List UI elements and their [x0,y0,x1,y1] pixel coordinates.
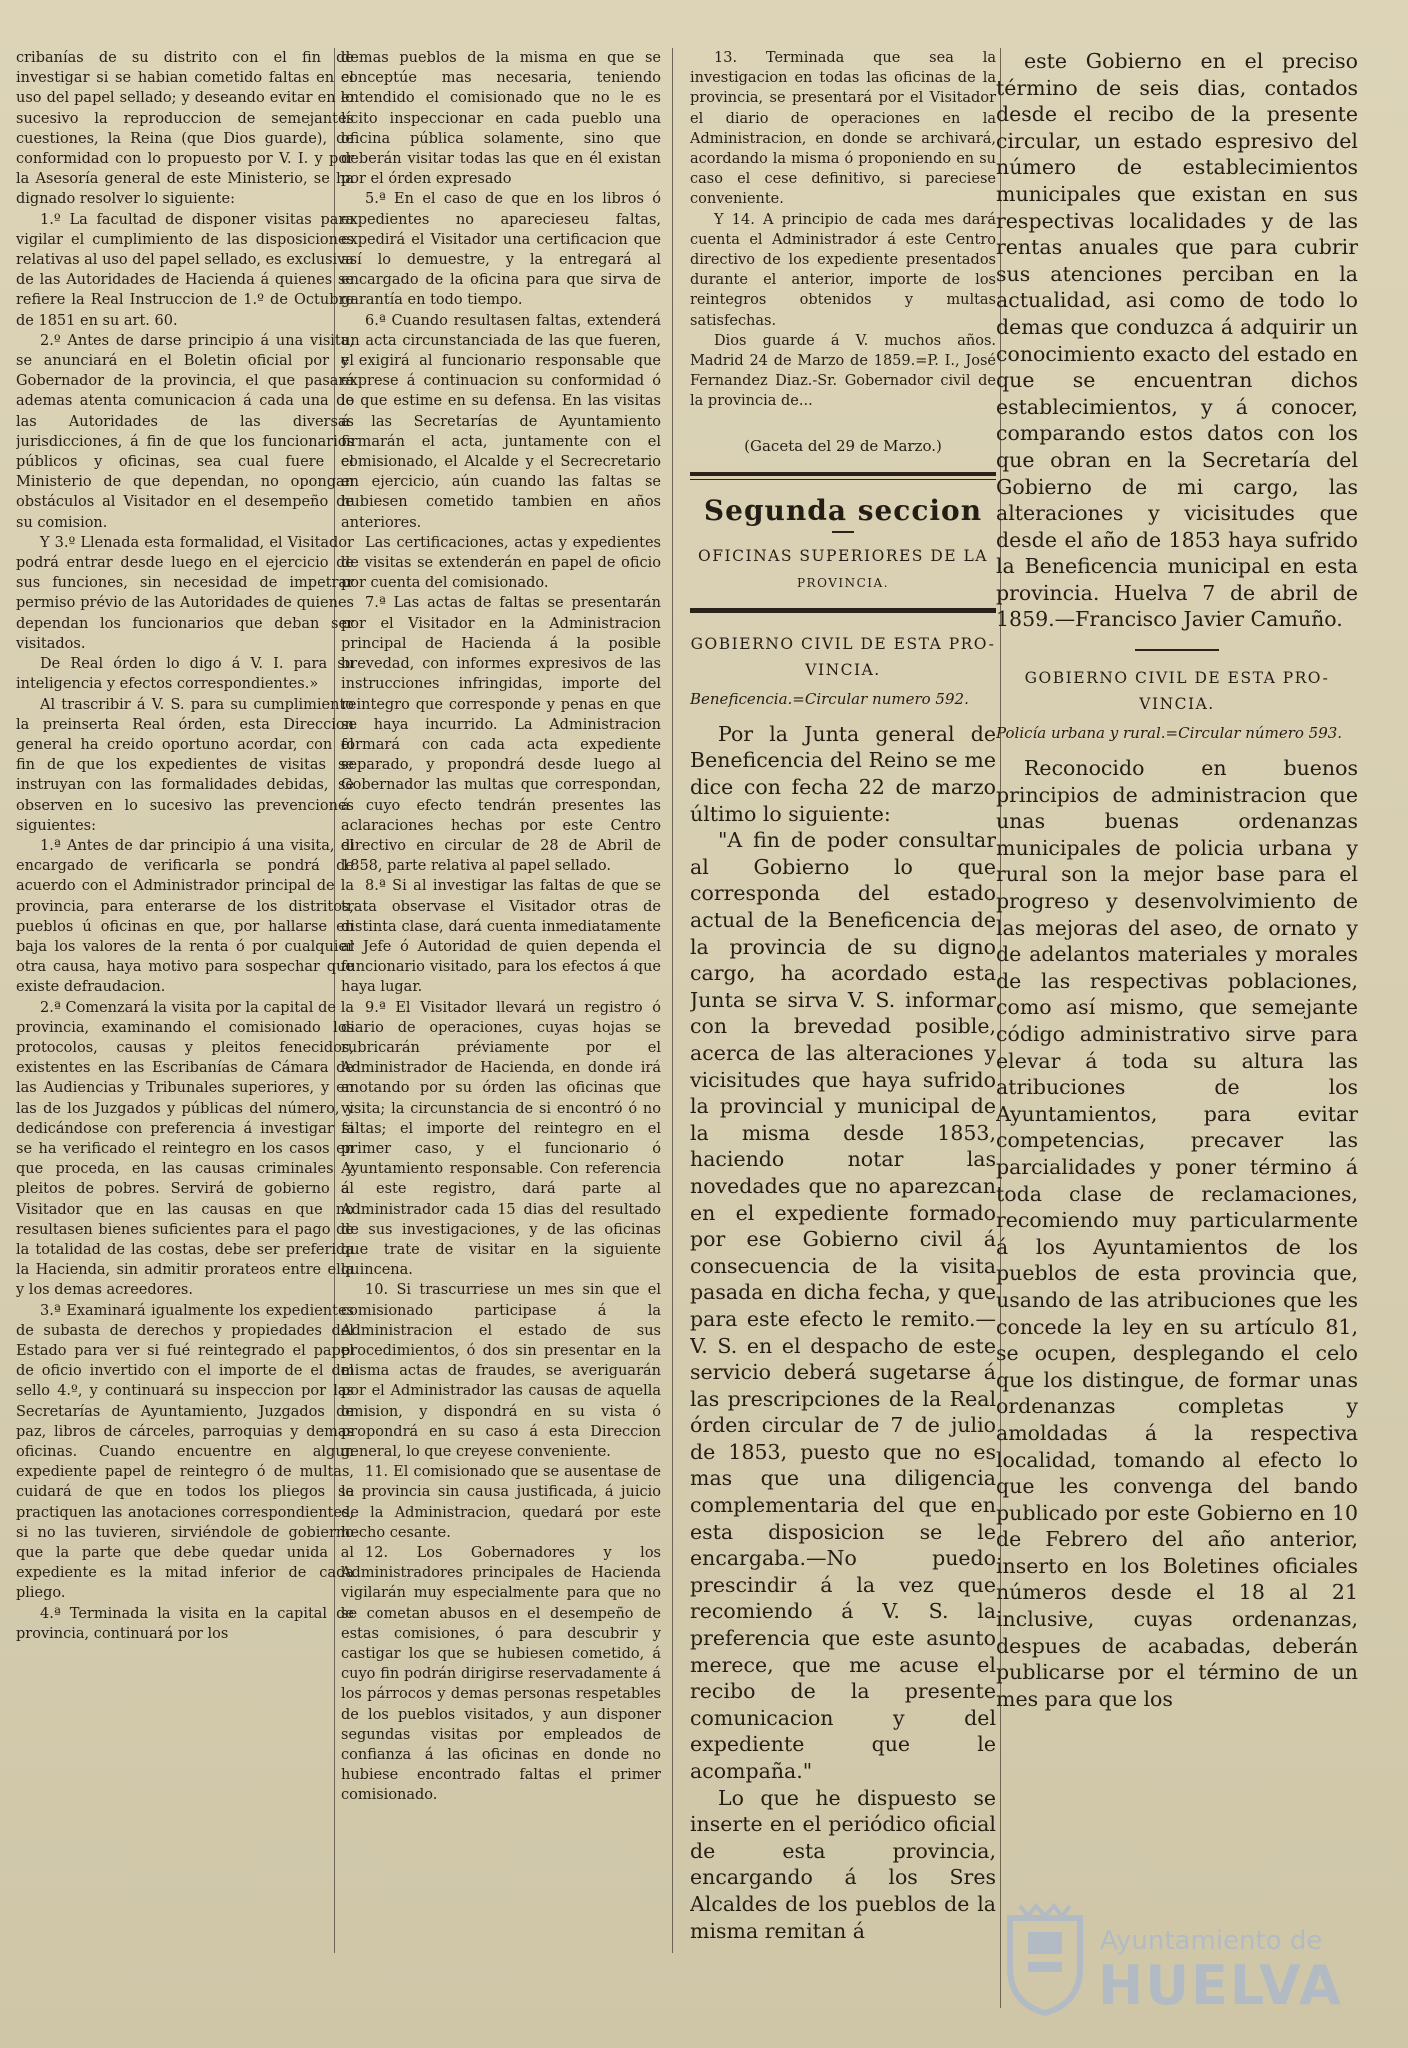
title-dash [832,531,854,533]
offices-heading-line2: PROVINCIA. [796,575,890,590]
paragraph: Reconocido en buenos principios de administracion que unas buenas ordenanzas municipales de policia urbana y rural son la mejor base para el progreso y desenvolvimiento de las mejoras del aseo, de ornato y de adelantos materiales y morales de las respectivas poblaciones, como así mismo, que semejante código administrativo sirve para elevar á toda su altura las atribuciones de los Ayuntamientos, para evitar competencias, precaver las parcialidades y poner término á toda clase de reclamaciones, recomiendo muy particularmente á los Ayuntamientos de los pueblos de esta provincia que, usando de las atribuciones que les concede la ley en su artículo 81, se ocupen, desplegando el celo que los distingue, de formar unas ordenanzas completas y amoldadas á la respectiva localidad, tomando al efecto lo que les convenga del bando publicado por este Gobierno en 10 de Febrero del año anterior, inserto en los Boletines oficiales números desde el 18 al 21 inclusive, cuyas ordenanzas, despues de acabadas, deberán publicarse por el término de un mes para que los [996,756,1358,1711]
paragraph: este Gobierno en el preciso término de seis dias, contados desde el recibo de la presente circular, un estado espresivo del número de establecimientos municipales que existan en sus respectivas localidades y de las rentas anuales que para cubrir sus atenciones perciban en la actualidad, asi como de todo lo demas que conduzca á adquirir un conocimiento exacto del estado en que se encuentran dichos establecimientos, y á conocer, comparando estos datos con los que obran en la Secretaría del Gobierno de mi cargo, las alteraciones y vicisitudes que desde el año de 1853 haya sufrido la Beneficencia municipal en esta provincia. Huelva 7 de abril de 1859.—Francisco Javier Camuño. [996,49,1358,632]
paragraph: 2.º Antes de darse principio á una visita, se anunciará en el Boletin oficial por el Gobernador de la provincia, el que pasará ademas atenta comunicacion á cada una de las Autoridades de las diversas jurisdicciones, á fin de que los funcionarios públicos y oficinas, sea cual fuere el Ministerio de que dependan, no opongan obstáculos al Visitador en el desempeño de su comision. [16,332,354,531]
paragraph: Dios guarde á V. muchos años. Madrid 24 de Marzo de 1859.=P. I., José Fernandez Diaz.-Sr. Gobernador civil de la provincia de... [690,332,996,410]
paragraph: 9.ª El Visitador llevará un registro ó diario de operaciones, cuyas hojas se rubricarán préviamente por el Administrador de Hacienda, en donde irá anotando por su órden las oficinas que visita; la circunstancia de si encontró ó no faltas; el importe del reintegro en el primer caso, y el funcionario ó Ayuntamiento responsable. Con referencia á este registro, dará parte al Administrador cada 15 dias del resultado de sus investigaciones, y de las oficinas que trate de visitar en la siguiente quincena. [341,999,661,1279]
gov-heading [690,631,996,683]
paragraph: 5.ª En el caso de que en los libros ó expedientes no aparecieseu faltas, expedirá el Visitador una certificacion que así lo demuestre, y la entregará al encargado de la oficina para que sirva de garantía en todo tiempo. [341,191,661,309]
gov-heading [996,665,1358,717]
paragraph: 11. El comisionado que se ausentase de la provincia sin causa justificada, á juicio de la Administracion, quedará por este hecho cesante. [341,1464,661,1541]
column-3 [690,48,996,2038]
paragraph: 6.ª Cuando resultasen faltas, extenderá un acta circunstanciada de las que fueren, y exigirá al funcionario responsable que exprese á continuacion su conformidad ó lo que estime en su defensa. En las visitas á las Secretarías de Ayuntamiento firmarán el acta, juntamente con el comisionado, el Alcalde y el Secrecretario en ejercicio, aún cuando las faltas se hubiesen cometido tambien en años anteriores. [341,312,661,531]
paragraph: 2.ª Comenzará la visita por la capital de la provincia, examinando el comisionado los protocolos, causas y pleitos fenecidos, existentes en las Escribanías de Cámara de las Audiencias y Tribunales superiores, y en las de los Juzgados y públicas del número, y dedicándose con preferencia á investigar si se ha verificado el reintegro en los casos en que proceda, en las causas criminales y pleitos de pobres. Servirá de gobierno al Visitador que en las causas en que no resultasen bienes suficientes para el pago de la totalidad de las costas, debe ser preferida la Hacienda, sin admitir prorateos entre ella y los demas acreedores. [16,999,354,1299]
gov-heading-line2: VINCIA. [1139,695,1215,714]
paragraph: Y 3.º Llenada esta formalidad, el Visitador podrá entrar desde luego en el ejercicio de sus funciones, sin necesidad de impetrar permiso prévio de las Autoridades de quienes dependan los funcionarios que deban ser visitados. [16,534,354,652]
gov-heading-line1: GOBIERNO CIVIL DE ESTA PRO- [1024,669,1330,688]
paragraph: Al trascribir á V. S. para su cumplimiento la preinserta Real órden, esta Direccion general ha creido oportuno acordar, con el fin de que los expedientes de visitas se instruyan con las formalidades debidas, se observen en lo sucesivo las prevenciones siguientes: [16,696,354,834]
column-rule [672,48,673,1953]
gaceta-citation: (Gaceta del 29 de Marzo.) [744,436,942,455]
gov-heading-line2: VINCIA. [805,660,881,679]
watermark-line2: HUELVA [1098,1954,1343,2017]
paragraph: cribanías de su distrito con el fin de investigar si se habian cometido faltas en el uso del papel sellado; y deseando evitar en lo sucesivo la reproduccion de semejantes cuestiones, la Reina (que Dios guarde), de conformidad con lo propuesto por V. I. y por la Asesoría general de este Ministerio, se ha dignado resolver lo siguiente: [16,50,354,208]
column-2 [341,48,661,1943]
paragraph: 1.ª Antes de dar principio á una visita, el encargado de verificarla se pondrá de acuerdo con el Administrador principal de la provincia, para enterarse de los distritos, pueblos ú oficinas en que, por hallarse en baja los valores de la renta ó por cualquier otra causa, haya motivo para sospechar que existe defraudacion. [16,837,354,996]
offices-heading [690,543,996,596]
offices-heading-line1: OFICINAS SUPERIORES DE LA [698,546,988,565]
paragraph: De Real órden lo digo á V. I. para su inteligencia y efectos correspondientes.» [16,656,354,693]
watermark-line1: Ayuntamiento de [1100,1926,1323,1956]
paragraph: 1.º La facultad de disponer visitas para vigilar el cumplimiento de las disposiciones relativas al uso del papel sellado, es exclusiva de las Autoridades de Hacienda á quienes se refiere la Real Instruccion de 1.º de Octubre de 1851 en su art. 60. [16,211,354,329]
paragraph: demas pueblos de la misma en que se conceptúe mas necesaria, teniendo entendido el comisionado que no le es lícito inspeccionar en cada pueblo una oficina pública solamente, sino que deberán visitar todas las que en él existan por el órden expresado [341,50,661,188]
paragraph: Lo que he dispuesto se inserte en el periódico oficial de esta provincia, encargando á los Sres Alcaldes de los pueblos de la misma remitan á [690,1785,996,1943]
circular-title: Beneficencia.=Circular numero 592. [690,689,969,708]
paragraph: "A fin de poder consultar al Gobierno lo que corresponda del estado actual de la Beneficencia de la provincia de su digno cargo, ha acordado esta Junta se sirva V. S. informar con la brevedad posible, acerca de las alteraciones y vicisitudes que haya sufrido la provincial y municipal de la misma desde 1853, haciendo notar las novedades que no aparezcan en el expediente formado por ese Gobierno civil á consecuencia de la visita pasada en dicha fecha, y que para este efecto le remito.—V. S. en el despacho de este servicio deberá sugetarse á las prescripciones de la Real órden circular de 7 de julio de 1853, puesto que no es mas que una diligencia complementaria del que en esta disposicion se le encargaba.—No puedo prescindir á la vez que recomiendo á V. S. la preferencia que este asunto merece, que me acuse el recibo de la presente comunicacion y del expediente que le acompaña." [690,828,996,1784]
paragraph: 13. Terminada que sea la investigacion en todas las oficinas de la provincia, se presentará por el Visitador el diario de operaciones en la Administracion, en donde se archivará, acordando la misma ó proponiendo en su caso el cese definitivo, si pareciese conveniente. [690,50,996,208]
circular-title: Policía urbana y rural.=Circular número 593. [996,724,1343,743]
paragraph: Las certificaciones, actas y expedientes de visitas se extenderán en papel de oficio por cuenta del comisionado. [341,534,661,592]
gov-heading-line1: GOBIERNO CIVIL DE ESTA PRO- [690,634,996,653]
short-rule [1135,649,1219,651]
heading-rule [690,608,996,613]
ayuntamiento-watermark [990,1888,1343,2038]
paragraph: 10. Si trascurriese un mes sin que el comisionado participase á la Administracion el estado de sus procedimientos, ó dos sin presentar en la misma actas de fraudes, se averiguarán por el Administrador las causas de aquella omision, y dispondrá en su vista ó propondrá en su caso á esta Direccion general, lo que creyese conveniente. [341,1282,661,1461]
paragraph: Y 14. A principio de cada mes dará cuenta el Administrador á este Centro directivo de los expediente presentados durante el anterior, importe de los reintegros obtenidos y multas satisfechas. [690,211,996,329]
paragraph: 3.ª Examinará igualmente los expedientes de subasta de derechos y propiedades del Estado para ver si fué reintegrado el papel de oficio invertido con el importe de el del sello 4.º, y continuará su inspeccion por las Secretarías de Ayuntamiento, Juzgados de paz, libros de cárceles, parroquias y demas oficinas. Cuando encuentre en algun expediente papel de reintegro ó de multas, cuidará de que en todos los pliegos se practiquen las anotaciones correspondientes, si no las tuvieren, sirviéndole de gobierno que la parte que debe quedar unida al expediente es la mitad inferior de cada pliego. [16,1302,354,1602]
paragraph: 12. Los Gobernadores y los Administradores principales de Hacienda vigilarán muy especialmente para que no se cometan abusos en el desempeño de estas comisiones, ó para descubrir y castigar los que se hubiesen cometido, á cuyo fin podrán dirigirse reservadamente á los párrocos y demas personas respetables de los pueblos visitados, y aun disponer segundas visitas por empleados de confianza á las oficinas en donde no hubiese encontrado faltas el primer comisionado. [341,1545,661,1804]
column-1 [16,48,354,2038]
paragraph: 4.ª Terminada la visita en la capital de provincia, continuará por los [16,1605,354,1642]
paragraph: 8.ª Si al investigar las faltas de que se trata observase el Visitador otras de distinta clase, dará cuenta inmediatamente al Jefe ó Autoridad de quien dependa el funcionario visitado, para los efectos á que haya lugar. [341,878,661,996]
section-rule [690,472,996,480]
coat-of-arms-icon [1000,1898,1090,2018]
paragraph: Por la Junta general de Beneficencia del Reino se me dice con fecha 22 de marzo último lo siguiente: [690,721,996,826]
section-title: Segunda seccion [703,493,983,527]
column-4 [996,48,1358,2038]
paragraph: 7.ª Las actas de faltas se presentarán por el Visitador en la Administracion principal de Hacienda á la posible brevedad, con informes expresivos de las instrucciones infringidas, importe del reintegro que corresponde y penas en que se haya incurrido. La Administracion formará con cada acta expediente separado, y propondrá desde luego al Gobernador las multas que correspondan, á cuyo efecto tendrán presentes las aclaraciones hechas por este Centro directivo en circular de 28 de Abril de 1858, parte relativa al papel sellado. [341,595,661,875]
